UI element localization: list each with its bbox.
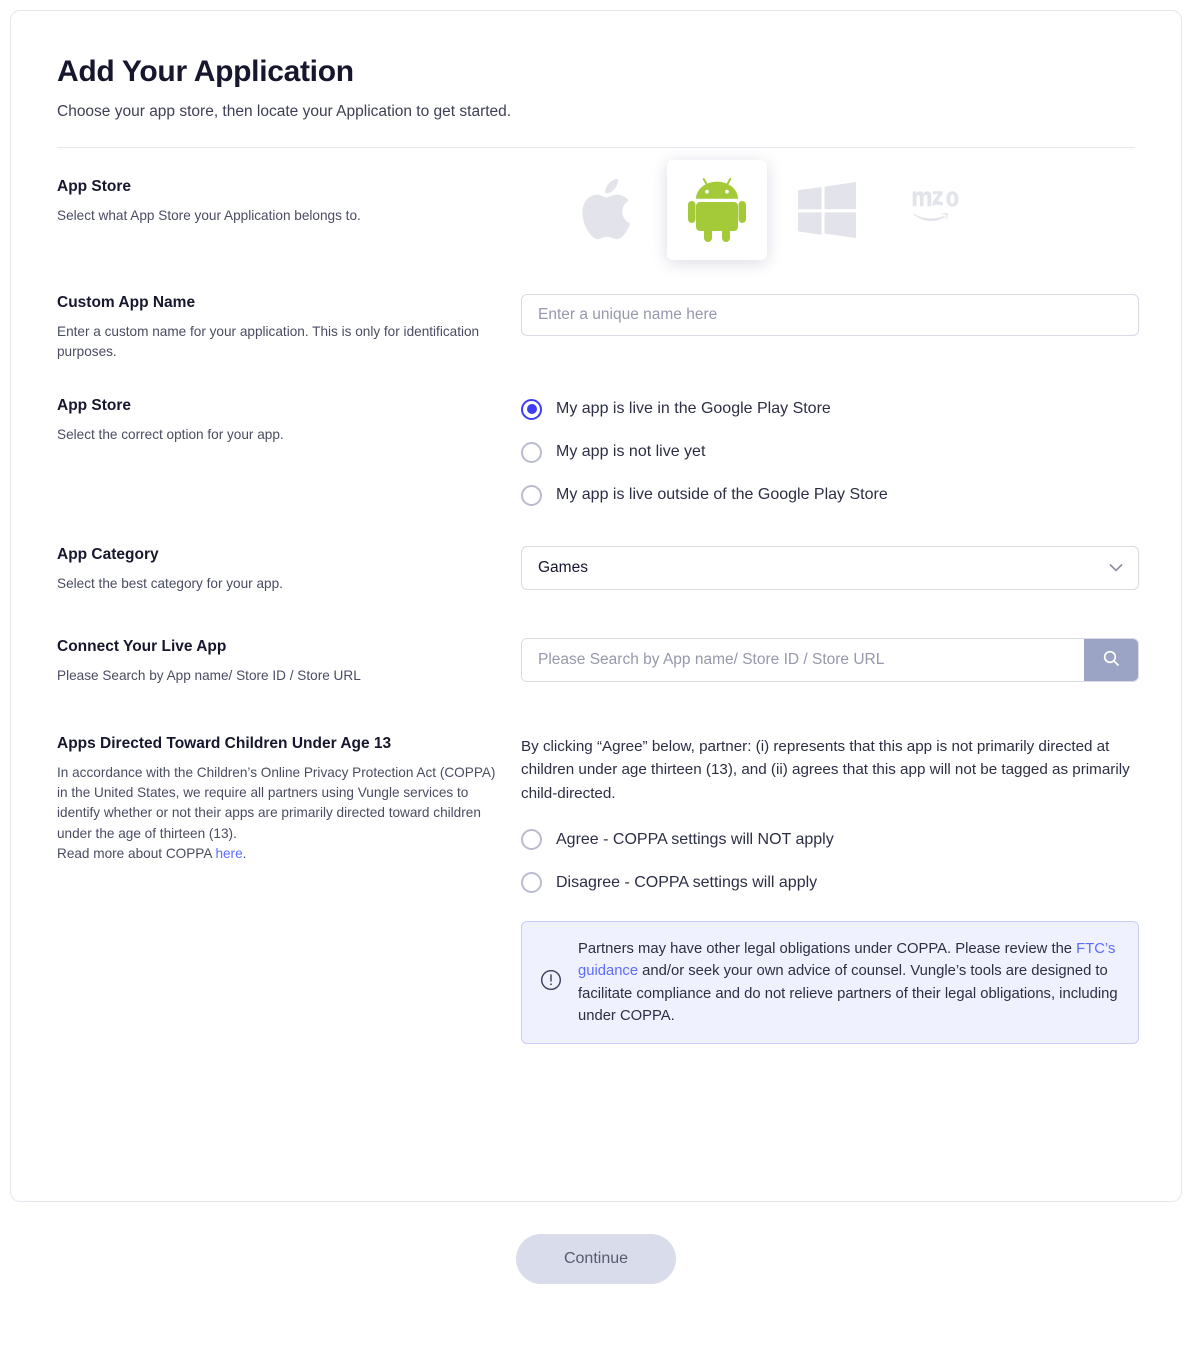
app-search-button[interactable] xyxy=(1084,639,1138,681)
coppa-notice xyxy=(521,921,1139,1044)
store-tile-apple[interactable] xyxy=(557,160,657,260)
footer xyxy=(10,1202,1182,1284)
store-status-radio-group xyxy=(521,399,1135,506)
coppa-label: Apps Directed Toward Children Under Age 13 xyxy=(57,734,392,752)
app-category-row xyxy=(57,546,1135,594)
header-divider xyxy=(57,147,1135,148)
amazon-icon xyxy=(904,185,970,235)
store-tiles xyxy=(521,160,1135,260)
radio-icon xyxy=(521,829,542,850)
coppa-statement: By clicking “Agree” below, partner: (i) represents that this app is not primarily directed at children under age thirteen (13), and (ii) agrees that this app will not be tagged as primarily child-directed. xyxy=(521,737,1130,802)
coppa-notice-text-before: Partners may have other legal obligations under COPPA. Please review the xyxy=(578,941,1077,958)
store-status-option-label: My app is live in the Google Play Store xyxy=(556,400,831,418)
radio-icon xyxy=(521,399,542,420)
app-store-picker-col xyxy=(521,178,1135,260)
store-tile-android[interactable] xyxy=(667,160,767,260)
app-category-selected-value: Games xyxy=(538,558,588,576)
add-application-card xyxy=(10,10,1182,1202)
coppa-here-link[interactable]: here xyxy=(215,846,243,862)
store-status-option-outside[interactable] xyxy=(521,485,1135,506)
app-category-help: Select the best category for your app. xyxy=(57,575,283,591)
ftc-guidance-link[interactable]: FTC’s guidance xyxy=(578,941,1116,980)
radio-icon xyxy=(521,485,542,506)
coppa-option-label: Disagree - COPPA settings will apply xyxy=(556,873,818,891)
custom-app-name-field-col xyxy=(521,294,1139,336)
app-store-label: App Store xyxy=(57,178,132,195)
connect-live-app-row xyxy=(57,638,1135,686)
custom-app-name-label-col xyxy=(57,294,521,363)
coppa-option-agree[interactable] xyxy=(521,829,1139,850)
app-category-field-col xyxy=(521,546,1139,590)
android-icon xyxy=(688,178,746,242)
coppa-radio-group xyxy=(521,829,1139,893)
store-status-option-label: My app is not live yet xyxy=(556,443,706,461)
app-store-picker-row xyxy=(57,178,1135,260)
search-icon xyxy=(1103,650,1120,670)
app-search-input[interactable] xyxy=(522,639,1084,681)
coppa-label-col xyxy=(57,735,521,865)
app-category-select[interactable] xyxy=(521,546,1139,590)
custom-app-name-help: Enter a custom name for your application. This is only for identification purposes. xyxy=(57,324,480,360)
store-status-help: Select the correct option for your app. xyxy=(57,426,284,442)
info-circle-icon xyxy=(540,969,562,996)
connect-live-app-field-col xyxy=(521,638,1139,682)
coppa-options-col xyxy=(521,735,1139,1044)
coppa-help-text: In accordance with the Children’s Online Privacy Protection Act (COPPA) in the United States, we require all partners using Vungle services to identify whether or not their apps are primarily directed toward children under the age of thirteen (13). xyxy=(57,764,496,841)
coppa-notice-text xyxy=(578,938,1120,1027)
custom-app-name-row xyxy=(57,294,1135,363)
store-status-label: App Store xyxy=(57,396,132,414)
app-search-wrap xyxy=(521,638,1139,682)
app-category-label-col xyxy=(57,546,521,594)
connect-live-app-help: Please Search by App name/ Store ID / Store URL xyxy=(57,668,361,684)
connect-live-app-label: Connect Your Live App xyxy=(57,638,227,656)
store-status-label-col xyxy=(57,397,521,445)
continue-button[interactable]: Continue xyxy=(516,1234,676,1284)
app-store-help: Select what App Store your Application belongs to. xyxy=(57,208,361,223)
store-tile-amazon[interactable] xyxy=(887,160,987,260)
app-category-label: App Category xyxy=(57,545,159,563)
store-status-option-label: My app is live outside of the Google Play Store xyxy=(556,486,888,504)
coppa-notice-text-after: and/or seek your own advice of counsel. Vungle’s tools are designed to facilitate compliance and do not relieve partners of their legal obligations, including under COPPA. xyxy=(578,963,1118,1024)
connect-live-app-label-col xyxy=(57,638,521,686)
page-subtitle: Choose your app store, then locate your Application to get started. xyxy=(57,103,512,120)
app-store-picker-label-col xyxy=(57,178,521,226)
apple-icon xyxy=(581,179,633,241)
store-status-option-live[interactable] xyxy=(521,399,1135,420)
app-category-select-wrap xyxy=(521,546,1139,590)
coppa-help xyxy=(57,763,497,865)
coppa-row xyxy=(57,735,1135,1044)
page-title: Add Your Application xyxy=(57,55,354,88)
coppa-option-disagree[interactable] xyxy=(521,872,1139,893)
store-status-options xyxy=(521,397,1135,506)
store-status-option-not-live[interactable] xyxy=(521,442,1135,463)
radio-icon xyxy=(521,442,542,463)
custom-app-name-label: Custom App Name xyxy=(57,294,196,311)
store-status-row xyxy=(57,397,1135,506)
windows-icon xyxy=(798,182,856,238)
radio-icon xyxy=(521,872,542,893)
custom-app-name-input[interactable] xyxy=(521,294,1139,336)
store-tile-windows[interactable] xyxy=(777,160,877,260)
coppa-help-period: . xyxy=(242,846,247,862)
coppa-option-label: Agree - COPPA settings will NOT apply xyxy=(556,830,834,848)
coppa-help-readmore: Read more about COPPA xyxy=(57,846,216,862)
